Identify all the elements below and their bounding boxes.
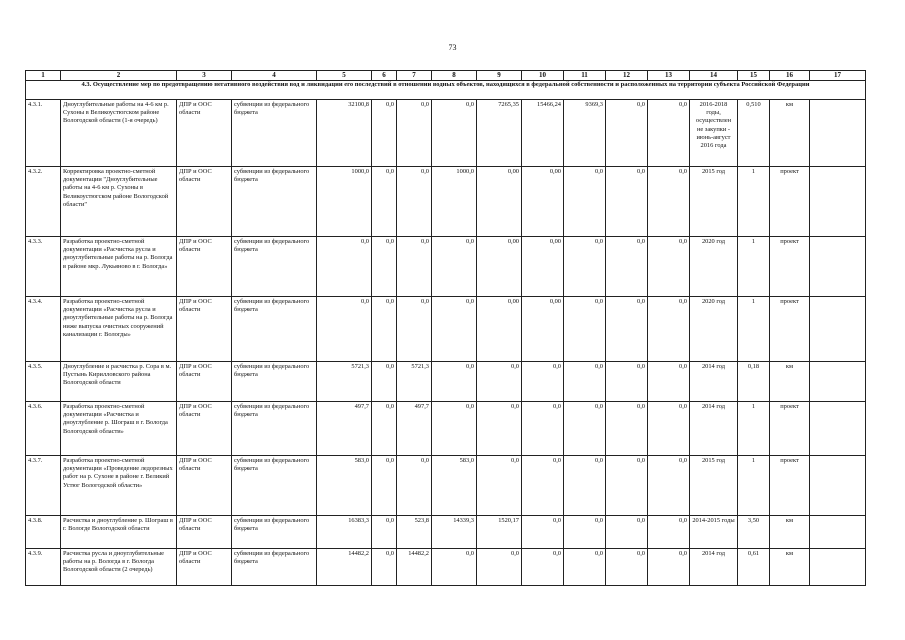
row-value-col7: 14482,2: [397, 548, 432, 585]
row-value-col6: 0,0: [372, 296, 397, 361]
row-value-col13: 0,0: [648, 401, 690, 455]
row-source: субвенции из федерального бюджета: [232, 296, 317, 361]
row-number: 4.3.9.: [26, 548, 61, 585]
row-value-col10: 15466,24: [522, 99, 564, 166]
row-source: субвенции из федерального бюджета: [232, 401, 317, 455]
row-value-col11: 0,0: [564, 401, 606, 455]
row-value-col6: 0,0: [372, 515, 397, 548]
row-name: Разработка проектно-сметной документации «Расчистка русла и дноуглубительные работы на р. Вологда ниже выпуска очистных сооружений канализации г. Вологды»: [61, 296, 177, 361]
row-source: субвенции из федерального бюджета: [232, 515, 317, 548]
row-value-col12: 0,0: [606, 455, 648, 515]
row-period: 2015 год: [690, 166, 738, 236]
row-value-col8: 0,0: [432, 99, 477, 166]
row-period: 2016-2018 годы, осуществлен не закупки - июнь-август 2016 года: [690, 99, 738, 166]
row-name: Дноуглубление и расчистка р. Сора в м. Пустынь Кирилловского района Вологодской области: [61, 361, 177, 401]
row-value-col11: 0,0: [564, 515, 606, 548]
row-col17: [810, 296, 866, 361]
row-value-col7: 0,0: [397, 99, 432, 166]
column-number: 17: [810, 71, 866, 81]
row-name: Разработка проектно-сметной документации «Расчистка русла и дноуглубительные работы на р. Вологда в районе мкр. Лукьяново в г. Вологда»: [61, 236, 177, 296]
row-value-col9: 1520,17: [477, 515, 522, 548]
row-value-col13: 0,0: [648, 515, 690, 548]
row-value-col6: 0,0: [372, 99, 397, 166]
row-indicator-value: 1: [738, 401, 770, 455]
row-col17: [810, 361, 866, 401]
row-number: 4.3.3.: [26, 236, 61, 296]
column-number: 9: [477, 71, 522, 81]
row-value-col12: 0,0: [606, 548, 648, 585]
row-period: 2020 год: [690, 296, 738, 361]
row-value-col12: 0,0: [606, 296, 648, 361]
row-unit: км: [770, 548, 810, 585]
row-number: 4.3.2.: [26, 166, 61, 236]
row-indicator-value: 0,510: [738, 99, 770, 166]
row-executor: ДПР и ООС области: [177, 166, 232, 236]
row-source: субвенции из федерального бюджета: [232, 361, 317, 401]
program-table: [25, 70, 866, 586]
row-source: субвенции из федерального бюджета: [232, 236, 317, 296]
column-number: 10: [522, 71, 564, 81]
table-row: [26, 455, 866, 515]
row-value-col13: 0,0: [648, 99, 690, 166]
table-row: [26, 166, 866, 236]
row-indicator-value: 1: [738, 455, 770, 515]
row-value-col10: 0,0: [522, 361, 564, 401]
row-value-col8: 1000,0: [432, 166, 477, 236]
row-value-col8: 0,0: [432, 296, 477, 361]
table-row: [26, 361, 866, 401]
row-value-col9: 0,0: [477, 401, 522, 455]
row-value-col8: 14339,3: [432, 515, 477, 548]
row-col17: [810, 99, 866, 166]
row-col17: [810, 548, 866, 585]
row-number: 4.3.4.: [26, 296, 61, 361]
table-row: [26, 99, 866, 166]
row-number: 4.3.7.: [26, 455, 61, 515]
row-value-col7: 0,0: [397, 455, 432, 515]
row-value-col8: 583,0: [432, 455, 477, 515]
row-col17: [810, 236, 866, 296]
column-number: 3: [177, 71, 232, 81]
row-executor: ДПР и ООС области: [177, 455, 232, 515]
row-executor: ДПР и ООС области: [177, 296, 232, 361]
row-name: Корректировка проектно-сметной документации "Дноуглубительные работы на 4-6 км р. Сухоны в Великоустюгском районе Вологодской области": [61, 166, 177, 236]
row-value-col11: 0,0: [564, 296, 606, 361]
row-value-col5: 16383,3: [317, 515, 372, 548]
row-executor: ДПР и ООС области: [177, 236, 232, 296]
row-source: субвенции из федерального бюджета: [232, 99, 317, 166]
row-value-col5: 14482,2: [317, 548, 372, 585]
row-executor: ДПР и ООС области: [177, 515, 232, 548]
row-executor: ДПР и ООС области: [177, 361, 232, 401]
row-value-col5: 1000,0: [317, 166, 372, 236]
row-col17: [810, 166, 866, 236]
row-unit: проект: [770, 166, 810, 236]
row-value-col7: 523,8: [397, 515, 432, 548]
table-row: [26, 515, 866, 548]
row-executor: ДПР и ООС области: [177, 401, 232, 455]
row-value-col9: 0,00: [477, 166, 522, 236]
row-value-col11: 0,0: [564, 236, 606, 296]
row-value-col13: 0,0: [648, 236, 690, 296]
row-source: субвенции из федерального бюджета: [232, 166, 317, 236]
row-name: Разработка проектно-сметной документации «Расчистка и дноуглубление р. Шограш в г. Вологда Вологодской области»: [61, 401, 177, 455]
row-value-col5: 32100,8: [317, 99, 372, 166]
row-name: Расчистка русла и дноуглубительные работы на р. Вологда в г. Вологда Вологодской области (2 очередь): [61, 548, 177, 585]
row-number: 4.3.1.: [26, 99, 61, 166]
row-value-col11: 0,0: [564, 166, 606, 236]
row-value-col12: 0,0: [606, 236, 648, 296]
row-unit: проект: [770, 296, 810, 361]
row-indicator-value: 1: [738, 236, 770, 296]
row-executor: ДПР и ООС области: [177, 548, 232, 585]
row-value-col5: 583,0: [317, 455, 372, 515]
row-value-col7: 497,7: [397, 401, 432, 455]
column-number: 2: [61, 71, 177, 81]
row-period: 2014-2015 годы: [690, 515, 738, 548]
row-unit: км: [770, 361, 810, 401]
section-title: 4.3. Осуществление мер по предотвращению негативного воздействия вод и ликвидации его последствий в отношении водных объектов, находящихся в федеральной собственности и расположенных на территории субъекта Российской Федерации: [26, 80, 866, 99]
row-indicator-value: 1: [738, 166, 770, 236]
row-unit: проект: [770, 401, 810, 455]
row-period: 2014 год: [690, 361, 738, 401]
row-source: субвенции из федерального бюджета: [232, 455, 317, 515]
column-number: 6: [372, 71, 397, 81]
row-value-col6: 0,0: [372, 455, 397, 515]
column-number: 11: [564, 71, 606, 81]
row-value-col5: 5721,3: [317, 361, 372, 401]
row-value-col5: 497,7: [317, 401, 372, 455]
row-unit: проект: [770, 455, 810, 515]
row-value-col10: 0,0: [522, 401, 564, 455]
row-value-col13: 0,0: [648, 166, 690, 236]
row-unit: км: [770, 515, 810, 548]
row-value-col9: 0,0: [477, 548, 522, 585]
row-value-col12: 0,0: [606, 515, 648, 548]
row-name: Разработка проектно-сметной документации «Проведение ледорезных работ на р. Сухоне в районе г. Великий Устюг Вологодской области»: [61, 455, 177, 515]
row-period: 2020 год: [690, 236, 738, 296]
row-value-col12: 0,0: [606, 361, 648, 401]
row-col17: [810, 455, 866, 515]
column-number: 15: [738, 71, 770, 81]
row-indicator-value: 0,18: [738, 361, 770, 401]
row-value-col10: 0,0: [522, 515, 564, 548]
row-number: 4.3.5.: [26, 361, 61, 401]
table-row: [26, 401, 866, 455]
row-value-col11: 0,0: [564, 361, 606, 401]
row-value-col7: 0,0: [397, 166, 432, 236]
row-value-col13: 0,0: [648, 361, 690, 401]
row-value-col7: 0,0: [397, 236, 432, 296]
table-row: [26, 236, 866, 296]
row-value-col10: 0,0: [522, 455, 564, 515]
row-value-col6: 0,0: [372, 166, 397, 236]
row-indicator-value: 3,50: [738, 515, 770, 548]
row-value-col5: 0,0: [317, 296, 372, 361]
row-value-col5: 0,0: [317, 236, 372, 296]
column-number: 4: [232, 71, 317, 81]
table-row: [26, 296, 866, 361]
row-value-col8: 0,0: [432, 401, 477, 455]
row-name: Расчистка и дноуглубление р. Шограш в г. Вологде Вологодской области: [61, 515, 177, 548]
row-value-col8: 0,0: [432, 548, 477, 585]
row-value-col6: 0,0: [372, 236, 397, 296]
section-row: [26, 80, 866, 99]
column-number: 7: [397, 71, 432, 81]
table-row: [26, 548, 866, 585]
row-value-col7: 0,0: [397, 296, 432, 361]
row-value-col12: 0,0: [606, 166, 648, 236]
row-indicator-value: 1: [738, 296, 770, 361]
row-value-col12: 0,0: [606, 401, 648, 455]
row-value-col11: 9369,3: [564, 99, 606, 166]
row-value-col13: 0,0: [648, 548, 690, 585]
row-value-col13: 0,0: [648, 296, 690, 361]
row-value-col8: 0,0: [432, 236, 477, 296]
row-value-col12: 0,0: [606, 99, 648, 166]
row-value-col10: 0,00: [522, 236, 564, 296]
row-value-col9: 0,0: [477, 361, 522, 401]
row-value-col6: 0,0: [372, 361, 397, 401]
row-executor: ДПР и ООС области: [177, 99, 232, 166]
row-number: 4.3.8.: [26, 515, 61, 548]
row-value-col9: 0,00: [477, 236, 522, 296]
row-col17: [810, 401, 866, 455]
row-value-col9: 0,00: [477, 296, 522, 361]
row-period: 2014 год: [690, 548, 738, 585]
column-number: 13: [648, 71, 690, 81]
row-value-col9: 7265,35: [477, 99, 522, 166]
column-number: 12: [606, 71, 648, 81]
row-col17: [810, 515, 866, 548]
row-period: 2015 год: [690, 455, 738, 515]
row-value-col9: 0,0: [477, 455, 522, 515]
row-value-col10: 0,00: [522, 166, 564, 236]
column-number: 14: [690, 71, 738, 81]
row-value-col11: 0,0: [564, 548, 606, 585]
column-number: 5: [317, 71, 372, 81]
row-name: Дноуглубительные работы на 4-6 км р. Сухоны в Великоустюгском районе Вологодской области (1-я очередь): [61, 99, 177, 166]
column-number: 16: [770, 71, 810, 81]
row-period: 2014 год: [690, 401, 738, 455]
row-value-col6: 0,0: [372, 548, 397, 585]
row-value-col11: 0,0: [564, 455, 606, 515]
row-unit: проект: [770, 236, 810, 296]
page-number: 73: [448, 43, 457, 52]
row-value-col10: 0,0: [522, 548, 564, 585]
row-value-col6: 0,0: [372, 401, 397, 455]
column-number-row: [26, 71, 866, 81]
row-value-col10: 0,00: [522, 296, 564, 361]
column-number: 8: [432, 71, 477, 81]
row-value-col13: 0,0: [648, 455, 690, 515]
row-source: субвенции из федерального бюджета: [232, 548, 317, 585]
row-value-col7: 5721,3: [397, 361, 432, 401]
row-unit: км: [770, 99, 810, 166]
row-value-col8: 0,0: [432, 361, 477, 401]
column-number: 1: [26, 71, 61, 81]
row-number: 4.3.6.: [26, 401, 61, 455]
row-indicator-value: 0,61: [738, 548, 770, 585]
